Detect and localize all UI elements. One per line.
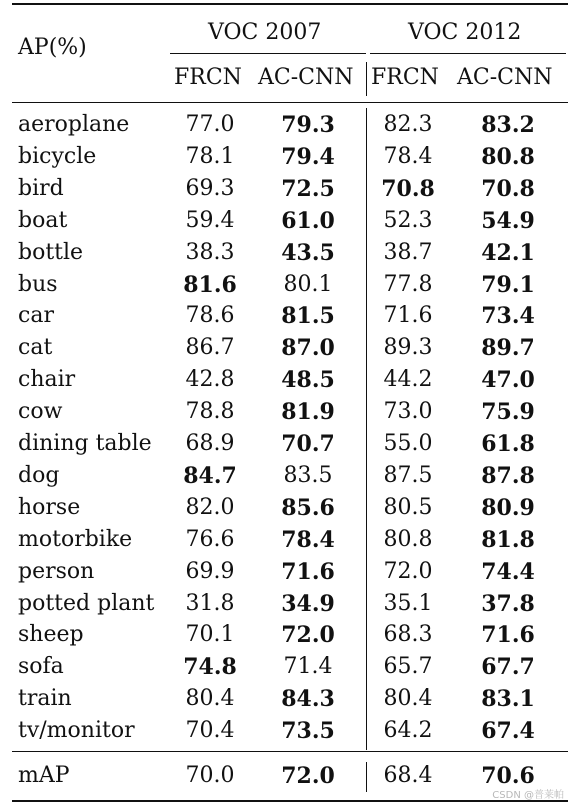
table-row-label: sofa <box>18 654 64 679</box>
table-row-cell: 80.9 <box>481 495 535 521</box>
table-row-label: dog <box>18 463 60 488</box>
corner-label: AP(%) <box>18 35 87 60</box>
table-row-cell: 71.4 <box>283 654 333 679</box>
table-row-cell: 79.3 <box>281 112 335 138</box>
table-row-cell: 71.6 <box>281 559 335 585</box>
table-row-cell: 79.1 <box>481 272 535 298</box>
table-row-label: sheep <box>18 622 84 647</box>
table-row-label: cat <box>18 335 53 360</box>
table-row-cell: 44.2 <box>383 367 433 392</box>
table-row-cell: 74.4 <box>481 559 535 585</box>
table-row-cell: 80.4 <box>383 686 433 711</box>
table-row-cell: 87.5 <box>383 463 433 488</box>
table-row-label: chair <box>18 367 76 392</box>
table-row-cell: 35.1 <box>383 591 433 616</box>
table-row-cell: 47.0 <box>481 367 535 393</box>
table-row-cell: 81.5 <box>281 303 335 329</box>
table-row-cell: 75.9 <box>481 399 535 425</box>
table-row-label: boat <box>18 208 68 233</box>
table-row-cell: 79.4 <box>281 144 335 170</box>
table-row-cell: 73.4 <box>481 303 535 329</box>
table-row-cell: 83.2 <box>481 112 535 138</box>
table-row-cell: 78.1 <box>185 144 235 169</box>
table-row-cell: 80.8 <box>481 144 535 170</box>
table-row-cell: 31.8 <box>185 591 235 616</box>
table-row-label: bird <box>18 176 64 201</box>
table-row-label: motorbike <box>18 527 133 552</box>
table-row-label: train <box>18 686 72 711</box>
table-row-cell: 78.8 <box>185 399 235 424</box>
table-row-label: bus <box>18 272 58 297</box>
table-row-cell: 71.6 <box>383 303 433 328</box>
table-row-cell: 68.3 <box>383 622 433 647</box>
table-row-cell: 72.0 <box>383 559 433 584</box>
table-row-cell: 84.7 <box>183 463 237 489</box>
summary-rule <box>12 751 568 752</box>
summary-row-cell: 70.0 <box>185 763 235 788</box>
table-row-cell: 78.4 <box>383 144 433 169</box>
table-row-cell: 55.0 <box>383 431 433 456</box>
table-row-cell: 59.4 <box>185 208 235 233</box>
table-row-cell: 34.9 <box>281 591 335 617</box>
column-header-frcn-2007: FRCN <box>174 65 242 90</box>
watermark: CSDN @普莱帕 <box>492 790 564 801</box>
table-row-cell: 87.0 <box>281 335 335 361</box>
column-header-frcn-2012: FRCN <box>371 65 439 90</box>
column-header-accnn-2007: AC-CNN <box>258 65 354 90</box>
column-separator-header <box>366 62 367 96</box>
table-row-cell: 67.4 <box>481 718 535 744</box>
table-row-label: horse <box>18 495 81 520</box>
group-header-voc2012: VOC 2012 <box>408 20 522 45</box>
table-row-label: bicycle <box>18 144 97 169</box>
table-row-cell: 86.7 <box>185 335 235 360</box>
table-row-cell: 73.0 <box>383 399 433 424</box>
table-row-cell: 52.3 <box>383 208 433 233</box>
column-separator-body <box>366 108 367 750</box>
table-row-cell: 80.5 <box>383 495 433 520</box>
table-row-cell: 85.6 <box>281 495 335 521</box>
table-row-label: car <box>18 303 54 328</box>
summary-row-cell: 68.4 <box>383 763 433 788</box>
group-rule-voc2012 <box>370 53 566 54</box>
table-row-cell: 78.6 <box>185 303 235 328</box>
summary-row-label: mAP <box>18 763 70 788</box>
table-row-cell: 54.9 <box>481 208 535 234</box>
group-header-voc2007: VOC 2007 <box>208 20 322 45</box>
table-row-cell: 72.0 <box>281 622 335 648</box>
table-row-cell: 64.2 <box>383 718 433 743</box>
table-row-cell: 37.8 <box>481 591 535 617</box>
summary-row-cell: 72.0 <box>281 763 335 789</box>
table-row-cell: 83.1 <box>481 686 535 712</box>
table-row-cell: 73.5 <box>281 718 335 744</box>
table-row-cell: 67.7 <box>481 654 535 680</box>
table-row-cell: 81.9 <box>281 399 335 425</box>
table-row-cell: 80.1 <box>283 272 333 297</box>
table-row-cell: 76.6 <box>185 527 235 552</box>
table-row-cell: 74.8 <box>183 654 237 680</box>
table-row-cell: 72.5 <box>281 176 335 202</box>
table-row-cell: 70.1 <box>185 622 235 647</box>
table-row-cell: 38.7 <box>383 240 433 265</box>
table-row-label: aeroplane <box>18 112 130 137</box>
table-row-label: potted plant <box>18 591 155 616</box>
table-row-cell: 69.3 <box>185 176 235 201</box>
table-row-cell: 65.7 <box>383 654 433 679</box>
table-row-cell: 77.8 <box>383 272 433 297</box>
table-row-label: cow <box>18 399 63 424</box>
table-row-label: dining table <box>18 431 152 456</box>
table-row-cell: 70.4 <box>185 718 235 743</box>
table-row-cell: 42.1 <box>481 240 535 266</box>
table-row-cell: 82.3 <box>383 112 433 137</box>
table-row-cell: 82.0 <box>185 495 235 520</box>
table-row-cell: 80.8 <box>383 527 433 552</box>
table-row-cell: 81.6 <box>183 272 237 298</box>
table-row-cell: 42.8 <box>185 367 235 392</box>
table-row-cell: 71.6 <box>481 622 535 648</box>
table-row-cell: 68.9 <box>185 431 235 456</box>
summary-row-cell: 70.6 <box>481 763 535 789</box>
table-row-cell: 70.7 <box>281 431 335 457</box>
table-row-cell: 69.9 <box>185 559 235 584</box>
table-row-cell: 84.3 <box>281 686 335 712</box>
table-row-cell: 48.5 <box>281 367 335 393</box>
table-row-cell: 77.0 <box>185 112 235 137</box>
table-row-label: bottle <box>18 240 84 265</box>
table-row-label: tv/monitor <box>18 718 135 743</box>
table-row-label: person <box>18 559 95 584</box>
table-row-cell: 81.8 <box>481 527 535 553</box>
table-row-cell: 87.8 <box>481 463 535 489</box>
table-row-cell: 89.3 <box>383 335 433 360</box>
table-row-cell: 70.8 <box>381 176 435 202</box>
table-row-cell: 83.5 <box>283 463 333 488</box>
table-row-cell: 61.0 <box>281 208 335 234</box>
table-row-cell: 78.4 <box>281 527 335 553</box>
header-rule <box>12 102 568 103</box>
bottom-rule <box>12 800 568 802</box>
table-row-cell: 61.8 <box>481 431 535 457</box>
column-header-accnn-2012: AC-CNN <box>457 65 553 90</box>
table-row-cell: 70.8 <box>481 176 535 202</box>
table-row-cell: 89.7 <box>481 335 535 361</box>
table-row-cell: 43.5 <box>281 240 335 266</box>
group-rule-voc2007 <box>170 53 366 54</box>
table-row-cell: 38.3 <box>185 240 235 265</box>
table-row-cell: 80.4 <box>185 686 235 711</box>
top-rule <box>12 3 568 5</box>
